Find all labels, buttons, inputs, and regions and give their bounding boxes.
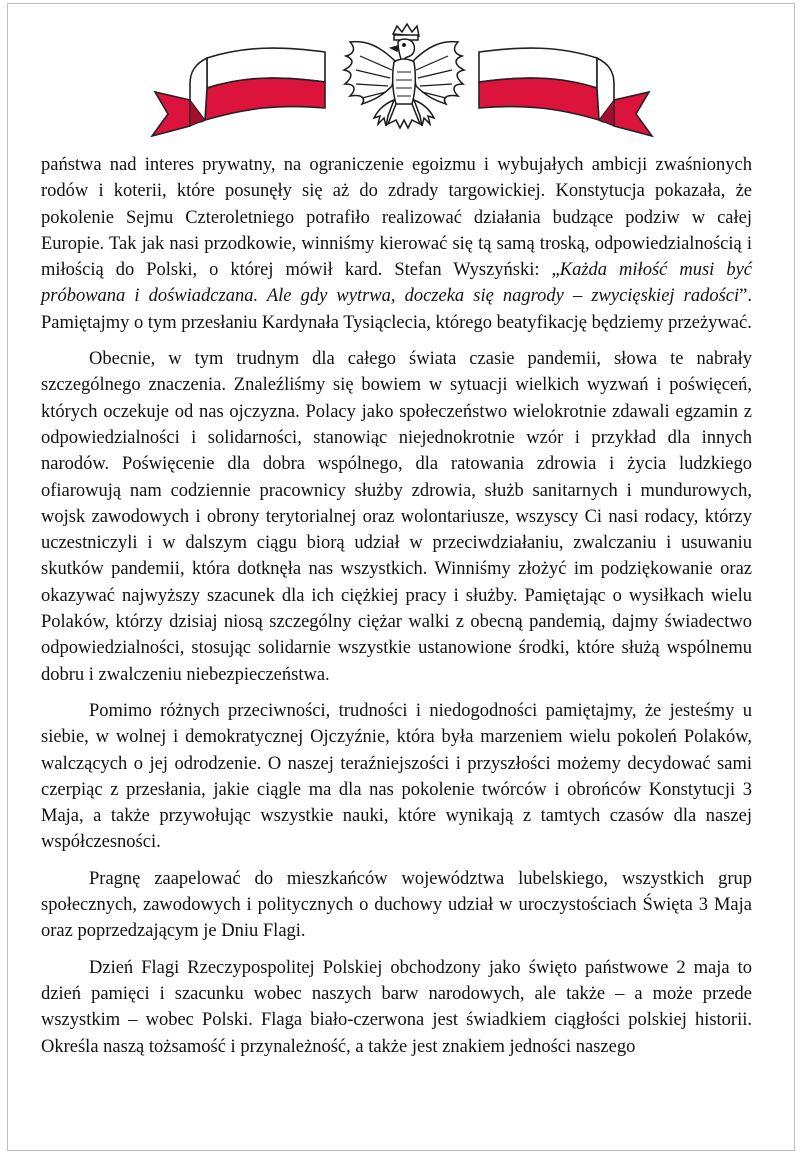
header-emblem bbox=[0, 0, 804, 156]
paragraph bbox=[41, 866, 752, 945]
paragraph-text: Pragnę zaapelować do mieszkańców województwa lubelskiego, wszystkich grup społecznych, zawodowych i politycznych o duchowy udział w uroczystościach Święta 3 Maja oraz poprzedzającym je Dniu Flagi. bbox=[41, 868, 752, 942]
paragraph-text: Obecnie, w tym trudnym dla całego świata czasie pandemii, słowa te nabrały szczególnego znaczenia. Znaleźliśmy się bowiem w sytuacji wielkich wyzwań i poświęceń, których oczekuje od nas ojczyzna. Polacy jako społeczeństwo wielokrotnie zdawali egzamin z odpowiedzialności i solidarności, stanowiąc niejednokrotnie wzór i przykład dla innych narodów. Poświęcenie dla dobra wspólnego, dla ratowania zdrowia i życia ludzkiego ofiarowują nam codziennie pracownicy służby zdrowia, służb sanitarnych i mundurowych, wojsk zawodowych i obrony terytorialnej oraz wolontariusze, wszyscy Ci nasi rodacy, którzy uczestniczyli i w dalszym ciągu biorą udział w przeciwdziałaniu, zwalczaniu i usuwaniu skutków pandemii, która dotknęła nas wszystkich. Winniśmy złożyć im podziękowanie oraz okazywać najwyższy szacunek dla ich ciężkiej pracy i służby. Pamiętając o wysiłkach wielu Polaków, którzy dzisiaj niosą szczególny ciężar walki z obecną pandemią, dajmy świadectwo odpowiedzialności, stosując solidarnie wszystkie ustanowione środki, które służą wspólnemu dobru i zwalczeniu niebezpieczeństwa. bbox=[41, 349, 752, 685]
polish-white-eagle-icon bbox=[344, 24, 464, 128]
paragraph bbox=[41, 152, 752, 336]
flag-ribbon-left bbox=[152, 48, 325, 136]
flag-ribbon-right bbox=[479, 48, 652, 136]
paragraph-text: ”. Pamiętajmy o tym przesłaniu Kardynała Tysiąclecia, którego beatyfikację będziemy przeżywać. bbox=[41, 286, 752, 333]
paragraph-text: Dzień Flagi Rzeczypospolitej Polskiej obchodzony jako święto państwowe 2 maja to dzień pamięci i szacunku wobec naszych barw narodowych, ale także – a może przede wszystkim – wobec Polski. Flaga biało-czerwona jest świadkiem ciągłości polskiej historii. Określa naszą tożsamość i przynależność, a także jest znakiem jedności naszego bbox=[41, 957, 752, 1057]
paragraph bbox=[41, 698, 752, 856]
paragraph bbox=[41, 346, 752, 688]
paragraph-text: Pomimo różnych przeciwności, trudności i niedogodności pamiętajmy, że jesteśmy u siebie, w wolnej i demokratycznej Ojczyźnie, która była marzeniem wielu pokoleń Polaków, walczących o jej odrodzenie. O naszej teraźniejszości i przyszłości możemy decydować sami czerpiąc z przesłania, jakie ciągle ma dla nas pokolenie twórców i obrońców Konstytucji 3 Maja, a także przywołując wszystkie nauki, które wynikają z tamtych czasów dla naszej współczesności. bbox=[41, 700, 752, 853]
quote-text: Każda miłość musi być próbowana i doświadczana. Ale gdy wytrwa, doczeka się nagrody – zwycięskiej radości bbox=[41, 260, 752, 307]
document-body bbox=[41, 152, 752, 1070]
paragraph bbox=[41, 955, 752, 1060]
paragraph-text: państwa nad interes prywatny, na ograniczenie egoizmu i wybujałych ambicji zwaśnionych rodów i koterii, które posunęły się aż do zdrady targowickiej. Konstytucja pokazała, że pokolenie Sejmu Czteroletniego potrafiło realizować działania budzące podziw w całej Europie. Tak jak nasi przodkowie, winniśmy kierować się tą samą troską, odpowiedzialnością i miłością do Polski, o której mówił kard. Stefan Wyszyński: „ bbox=[41, 155, 752, 281]
